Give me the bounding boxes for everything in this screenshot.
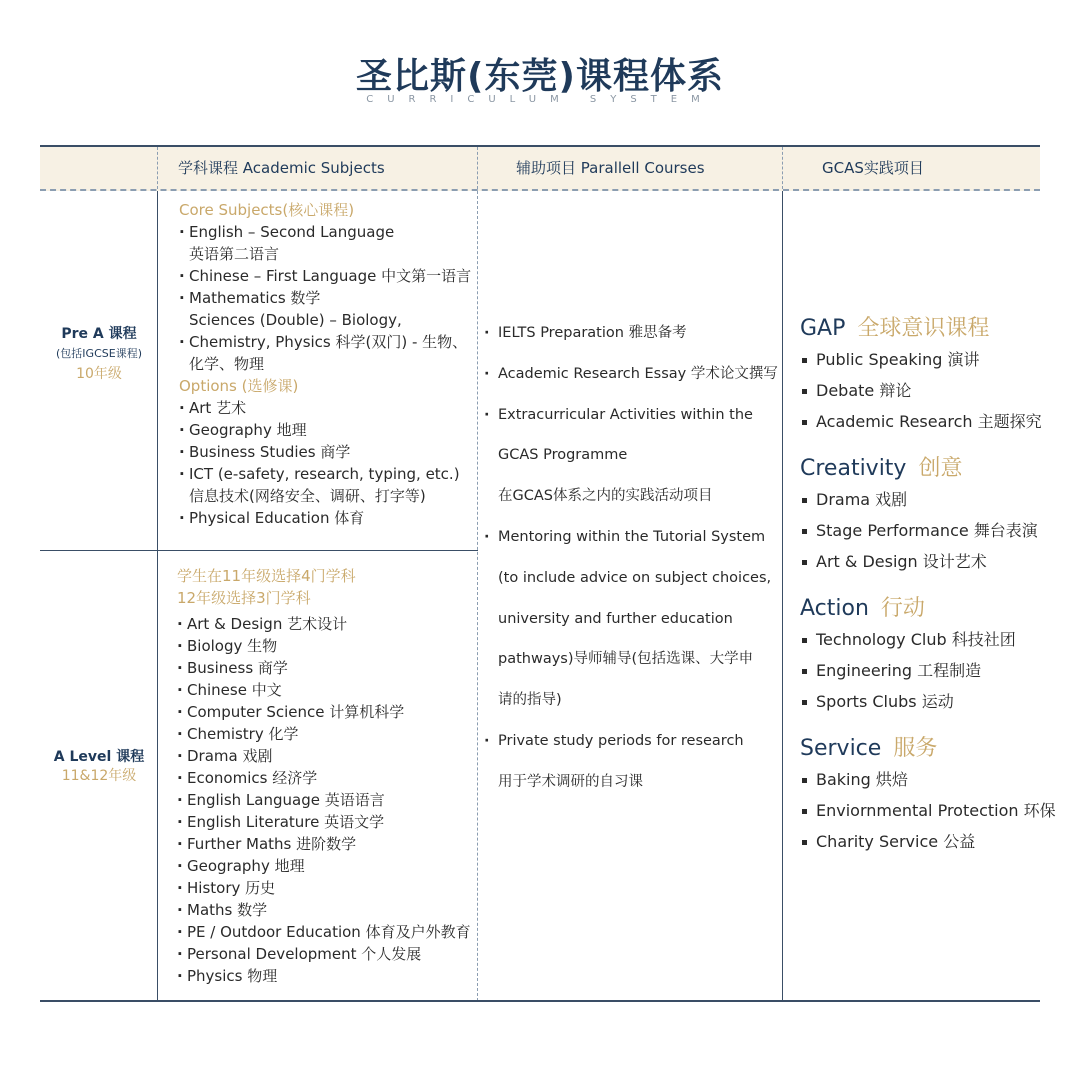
creativity-title-zh: 创意 [918,456,963,481]
service-title-zh: 服务 [893,736,938,761]
core-subjects-title: Core Subjects(核心课程) [179,201,355,219]
list-item: · IELTS Preparation 雅思备考 [484,322,778,363]
list-item: Art & Design 设计艺术 [800,546,1056,577]
service-title: Service [800,736,882,761]
row-label-prea: Pre A 课程 [61,326,137,342]
list-item: · English Language 英语语言 [177,789,471,811]
list-item-continued: university and further education [498,610,733,627]
list-item: · Chemistry, Physics 科学(双门) - 生物、 [179,331,471,353]
list-item: Technology Club 科技社团 [800,624,1056,655]
alevel-note-2: 12年级选择3门学科 [177,589,311,607]
list-item: · Academic Research Essay 学术论文撰写 [484,363,778,404]
list-item: · Drama 戏剧 [177,745,471,767]
row-grade-alevel: 11&12年级 [61,768,137,784]
header-divider-2 [477,147,478,189]
list-item: · Mathematics 数学 [179,287,471,309]
list-item: Engineering 工程制造 [800,655,1056,686]
list-item: · Physics 物理 [177,965,471,987]
alevel-note-1: 学生在11年级选择4门学科 [177,567,356,585]
action-heading [800,594,1056,624]
list-item: Stage Performance 舞台表演 [800,515,1056,546]
parallel-courses [484,322,778,812]
list-item: · Art 艺术 [179,397,471,419]
header-academic: 学科课程 Academic Subjects [178,159,385,177]
gap-title-zh: 全球意识课程 [857,316,990,341]
row-label-alevel: A Level 课程 [53,749,145,765]
list-item: Charity Service 公益 [800,826,1056,857]
list-item: · English – Second Language [179,221,471,243]
list-item: Academic Research 主题探究 [800,406,1056,437]
column-divider-3 [782,191,783,1001]
list-item-continued: 英语第二语言 [189,245,280,263]
row-divider [158,550,478,551]
header-parallel: 辅助项目 Parallell Courses [516,159,705,177]
list-item-continued: (to include advice on subject choices, [498,569,772,586]
header-divider-3 [782,147,783,189]
list-item: Debate 辩论 [800,375,1056,406]
column-divider-2 [477,191,478,1001]
page-subtitle: CURRICULUM SYSTEM [366,94,714,105]
list-item: Enviornmental Protection 环保 [800,795,1056,826]
list-item: · Maths 数学 [177,899,471,921]
list-item: · English Literature 英语文学 [177,811,471,833]
list-item: · Personal Development 个人发展 [177,943,471,965]
list-item-continued: 用于学术调研的自习课 [498,773,643,790]
list-item: · Further Maths 进阶数学 [177,833,471,855]
list-item: Sports Clubs 运动 [800,686,1056,717]
action-title: Action [800,596,869,621]
list-item: · Chemistry 化学 [177,723,471,745]
row-divider-left [40,550,158,551]
list-item-continued: pathways)导师辅导(包括选课、大学申 [498,651,754,668]
list-item-continued: 在GCAS体系之内的实践活动项目 [498,488,713,505]
action-title-zh: 行动 [880,596,925,621]
list-item: · Geography 地理 [177,855,471,877]
gap-title: GAP [800,316,846,341]
row-grade-prea: 10年级 [76,366,122,382]
list-item: · Economics 经济学 [177,767,471,789]
list-item-continued: 请的指导) [498,692,562,709]
list-item: Drama 戏剧 [800,484,1056,515]
page-title: 圣比斯(东莞)课程体系 [356,56,724,97]
gap-heading [800,314,1056,344]
list-item-continued: 化学、物理 [189,355,265,373]
list-item: · Chinese 中文 [177,679,471,701]
list-item: · Extracurricular Activities within the [484,404,778,445]
column-divider-1 [157,191,158,1001]
service-heading [800,734,1056,764]
list-item: · Private study periods for research [484,730,778,771]
list-item: · Physical Education 体育 [179,507,471,529]
list-item: · Geography 地理 [179,419,471,441]
list-item: · ICT (e-safety, research, typing, etc.) [179,463,471,485]
header-divider-1 [157,147,158,189]
list-item: · Business Studies 商学 [179,441,471,463]
list-item: · Business 商学 [177,657,471,679]
row-sublabel-prea: (包括IGCSE课程) [56,347,142,360]
list-item: · Art & Design 艺术设计 [177,613,471,635]
creativity-title: Creativity [800,456,907,481]
list-item-continued: GCAS Programme [498,447,628,464]
creativity-heading [800,454,1056,484]
options-title: Options (选修课) [179,377,299,395]
list-item: · History 历史 [177,877,471,899]
list-item-continued: 信息技术(网络安全、调研、打字等) [189,487,426,505]
list-item-continued: Sciences (Double) – Biology, [189,311,402,329]
list-item: · Biology 生物 [177,635,471,657]
list-item: Public Speaking 演讲 [800,344,1056,375]
table-bottom-border [40,1000,1040,1002]
list-item: · Chinese – First Language 中文第一语言 [179,265,471,287]
alevel-subjects [177,565,471,987]
list-item: Baking 烘焙 [800,764,1056,795]
prea-subjects [179,199,471,529]
list-item: · PE / Outdoor Education 体育及户外教育 [177,921,471,943]
gcas-projects [800,314,1056,857]
header-gcas: GCAS实践项目 [822,159,924,177]
list-item: · Computer Science 计算机科学 [177,701,471,723]
header-divider [40,189,1040,191]
list-item: · Mentoring within the Tutorial System [484,526,778,567]
